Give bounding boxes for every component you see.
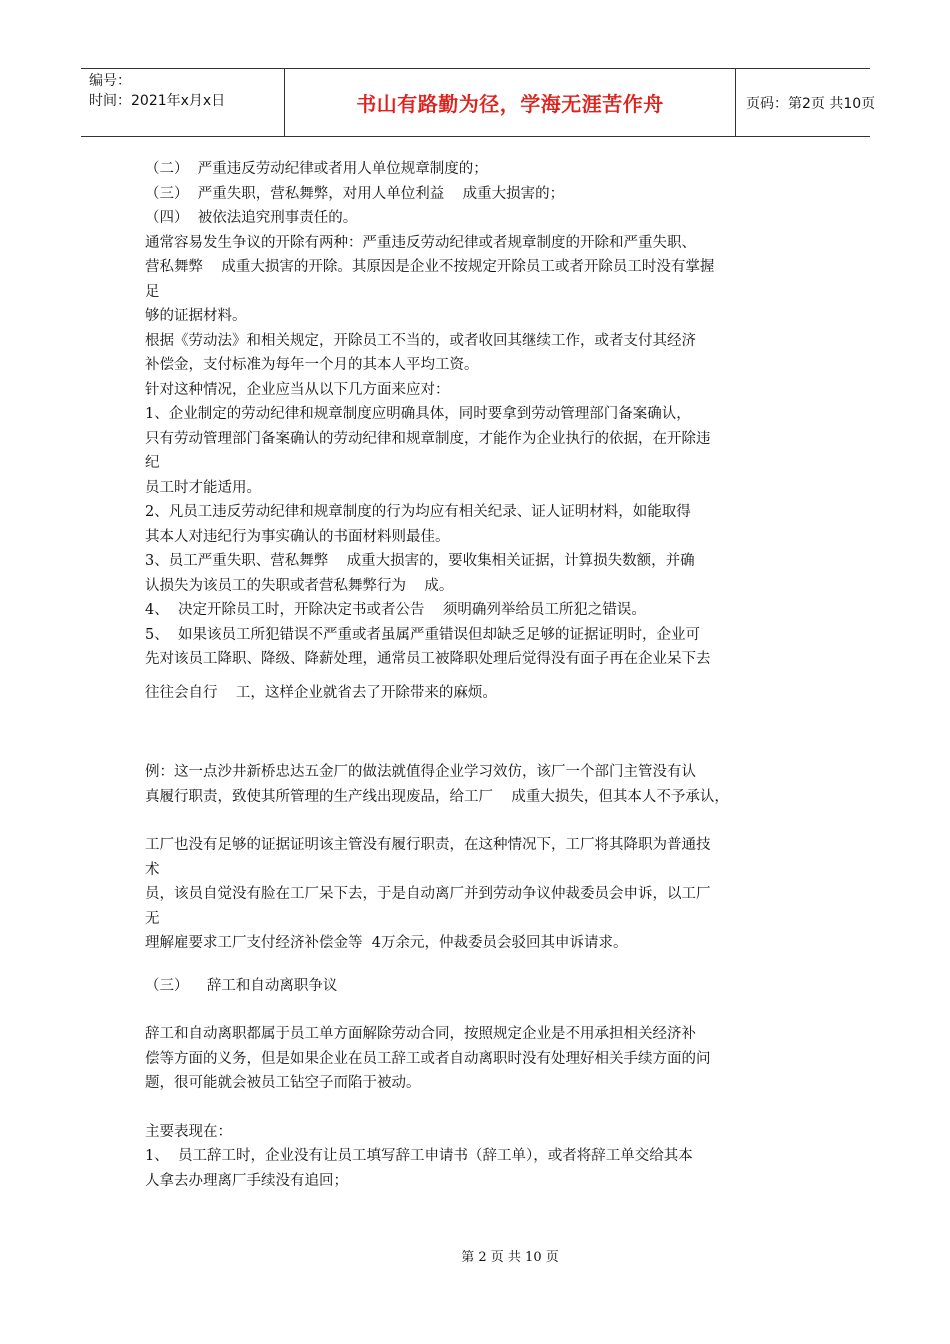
text-line: 往往会自行 工，这样企业就省去了开除带来的麻烦。 [145, 684, 497, 701]
text-line: 针对这种情况，企业应当从以下几方面来应对： [145, 381, 450, 398]
motto-text: 书山有路勤为径，学海无涯苦作舟 [356, 92, 664, 116]
date-label: 时间：2021年x月x日 [89, 93, 226, 109]
text-line: （二） 严重违反劳动纪律或者用人单位规章制度的； [145, 161, 488, 177]
text-line: 只有劳动管理部门备案确认的劳动纪律和规章制度，才能作为企业执行的依据，在开除违 [145, 430, 711, 447]
text-line: 够的证据材料。 [145, 308, 247, 324]
example-line: 员，该员自觉没有脸在工厂呆下去，于是自动离厂并到劳动争议仲裁委员会申诉，以工厂 [145, 886, 711, 902]
example-line: 真履行职责，致使其所管理的生产线出现废品，给工厂 成重大损失，但其本人不予承认， [145, 788, 729, 805]
section-line: 题，很可能就会被员工钻空子而陷于被动。 [145, 1075, 421, 1091]
subsection-line: 1、 员工辞工时，企业没有让员工填写辞工申请书（辞工单），或者将辞工单交给其本 [145, 1148, 693, 1164]
section-line: 辞工和自动离职都属于员工单方面解除劳动合同，按照规定企业是不用承担相关经济补 [145, 1026, 696, 1042]
example-line: 术 [145, 861, 160, 878]
page-footer [0, 1246, 950, 1265]
section-line: 偿等方面的义务，但是如果企业在员工辞工或者自动离职时没有处理好相关手续方面的问 [145, 1050, 711, 1067]
example-line: 无 [145, 910, 160, 927]
code-label: 编号： [89, 73, 131, 89]
text-line: 4、 决定开除员工时，开除决定书或者公告 须明确列举给员工所犯之错误。 [145, 602, 646, 618]
text-line: （三） 严重失职，营私舞弊，对用人单位利益 成重大损害的； [145, 185, 565, 202]
text-line: 3、员工严重失职、营私舞弊 成重大损害的，要收集相关证据，计算损失数额，并确 [145, 553, 695, 569]
text-line: 认损失为该员工的失职或者营私舞弊行为 成。 [145, 577, 454, 594]
text-line: （四） 被依法追究刑事责任的。 [145, 210, 358, 226]
footer-page-number: 第 2 页 共 10 页 [461, 1250, 559, 1265]
text-line: 其本人对违纪行为事实确认的书面材料则最佳。 [145, 528, 450, 545]
example-line: 例：这一点沙井新桥忠达五金厂的做法就值得企业学习效仿，该厂一个部门主管没有认 [145, 764, 696, 780]
text-line: 纪 [145, 455, 160, 471]
text-line: 根据《劳动法》和相关规定，开除员工不当的，或者收回其继续工作，或者支付其经济 [145, 332, 696, 349]
text-line: 足 [145, 283, 160, 300]
text-line: 补偿金，支付标准为每年一个月的其本人平均工资。 [145, 357, 479, 373]
text-line: 营私舞弊 成重大损害的开除。其原因是企业不按规定开除员工或者开除员工时没有掌握 [145, 259, 715, 275]
header-motto-cell [284, 69, 736, 136]
text-line: 2、凡员工违反劳动纪律和规章制度的行为均应有相关纪录、证人证明材料，如能取得 [145, 504, 691, 520]
text-line: 员工时才能适用。 [145, 479, 261, 496]
text-line: 1、企业制定的劳动纪律和规章制度应明确具体，同时要拿到劳动管理部门备案确认， [145, 406, 691, 422]
section-title: （三） 辞工和自动离职争议 [145, 977, 338, 994]
header-meta-cell [81, 69, 284, 136]
text-line: 先对该员工降职、降级、降薪处理，通常员工被降职处理后觉得没有面子再在企业呆下去 [145, 651, 711, 667]
text-line: 通常容易发生争议的开除有两种：严重违反劳动纪律或者规章制度的开除和严重失职、 [145, 234, 696, 251]
header-page-cell [736, 69, 876, 136]
text-line: 5、 如果该员工所犯错误不严重或者虽属严重错误但却缺乏足够的证据证明时，企业可 [145, 626, 700, 643]
subsection-line: 人拿去办理离厂手续没有追回； [145, 1172, 348, 1189]
subsection-title: 主要表现在： [145, 1123, 232, 1140]
example-line: 工厂也没有足够的证据证明该主管没有履行职责，在这种情况下，工厂将其降职为普通技 [145, 837, 711, 853]
document-body [145, 157, 825, 1193]
document-header [81, 68, 876, 137]
example-line: 理解雇要求工厂支付经济补偿金等 4万余元，仲裁委员会驳回其申诉请求。 [145, 935, 628, 951]
page-label: 页码：第2页 共10页 [746, 95, 876, 112]
